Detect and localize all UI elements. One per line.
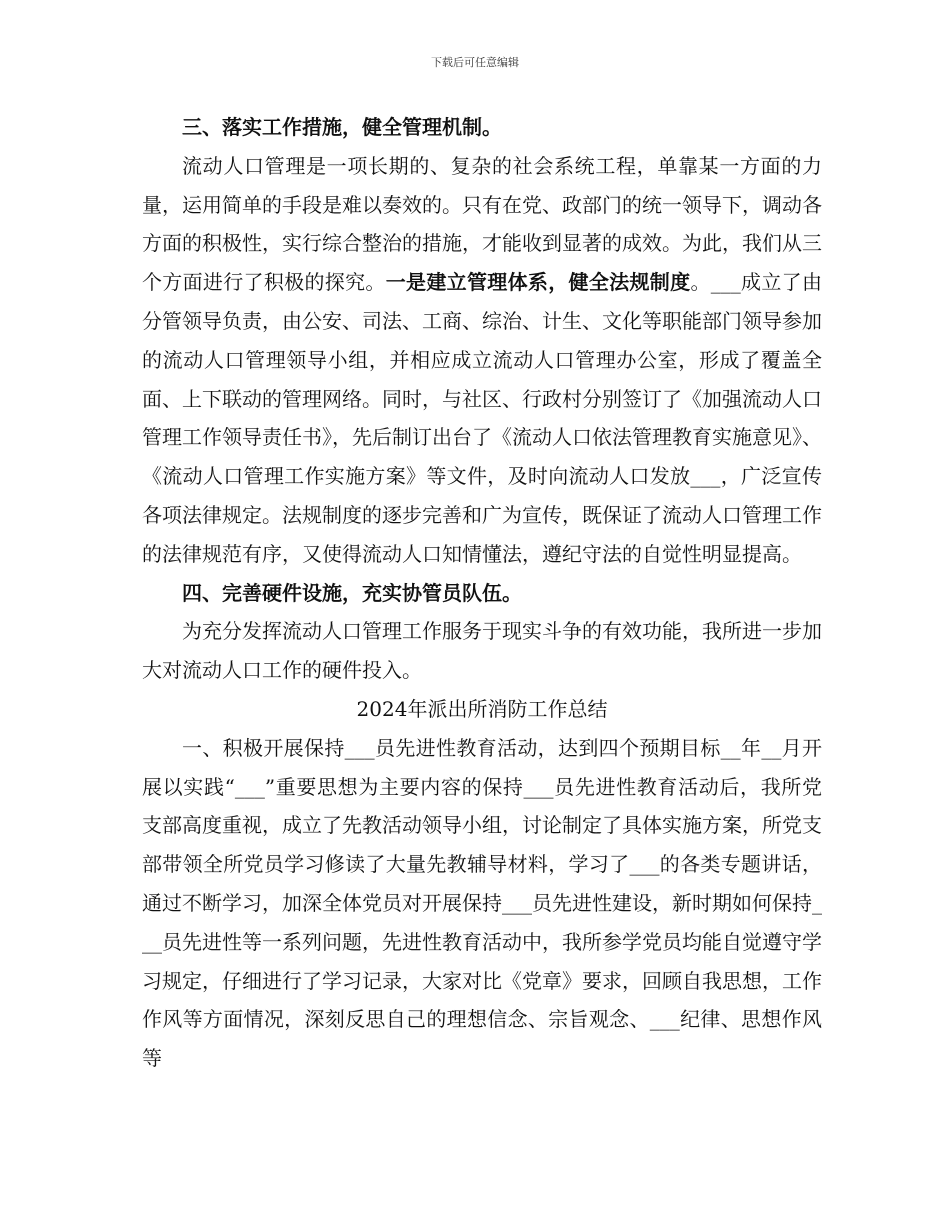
document-title: 2024年派出所消防工作总结 [356,696,608,721]
section-3-paragraph [142,147,822,574]
section-3-bold-point: 一是建立管理体系，健全法规制度 [385,270,691,295]
doc2-paragraph: 一、积极开展保持___员先进性教育活动，达到四个预期目标__年__月开展以实践“___”重要思想为主要内容的保持___员先进性教育活动后，我所党支部高度重视，成立了先教活动领导小组，讨论制定了具体实施方案，所党支部带领全所党员学习修读了大量先教辅导材料，学习了___的各类专题讲话，通过不断学习，加深全体党员对开展保持___员先进性建设，新时期如何保持___员先进性等一系列问题，先进性教育活动中，我所参学党员均能自觉遵守学习规定，仔细进行了学习记录，大家对比《党章》要求，回顾自我思想，工作作风等方面情况，深刻反思自己的理想信念、宗旨观念、___纪律、思想作风等 [142,735,822,1071]
section-3-heading: 三、落实工作措施，健全管理机制。 [182,115,502,139]
section-4-heading: 四、完善硬件设施，充实协管员队伍。 [182,580,522,605]
page-header: 下载后可任意编辑 [431,56,519,69]
section-4-paragraph: 为充分发挥流动人口管理工作服务于现实斗争的有效功能，我所进一步加大对流动人口工作的硬件投入。 [142,619,822,683]
section-3-text-intro: 流动人口管理是一项长期的、复杂的社会系统工程，单靠某一方面的力量，运用简单的手段是难以奏效的。只有在党、政部门的统一领导下，调动各方面的积极性，实行综合整治的措施，才能收到显著的成效。为此，我们从三个方面进行了积极的探究。 [142,153,822,295]
section-3-text-detail: 。___成立了由分管领导负责，由公安、司法、工商、综治、计生、文化等职能部门领导参加的流动人口管理领导小组，并相应成立流动人口管理办公室，形成了覆盖全面、上下联动的管理网络。同时，与社区、行政村分别签订了《加强流动人口管理工作领导责任书》，先后制订出台了《流动人口依法管理教育实施意见》、《流动人口管理工作实施方案》等文件，及时向流动人口发放___，广泛宣传各项法律规定。法规制度的逐步完善和广为宣传，既保证了流动人口管理工作的法律规范有序，又使得流动人口知情懂法，遵纪守法的自觉性明显提高。 [142,270,822,566]
document-body [142,108,822,1078]
